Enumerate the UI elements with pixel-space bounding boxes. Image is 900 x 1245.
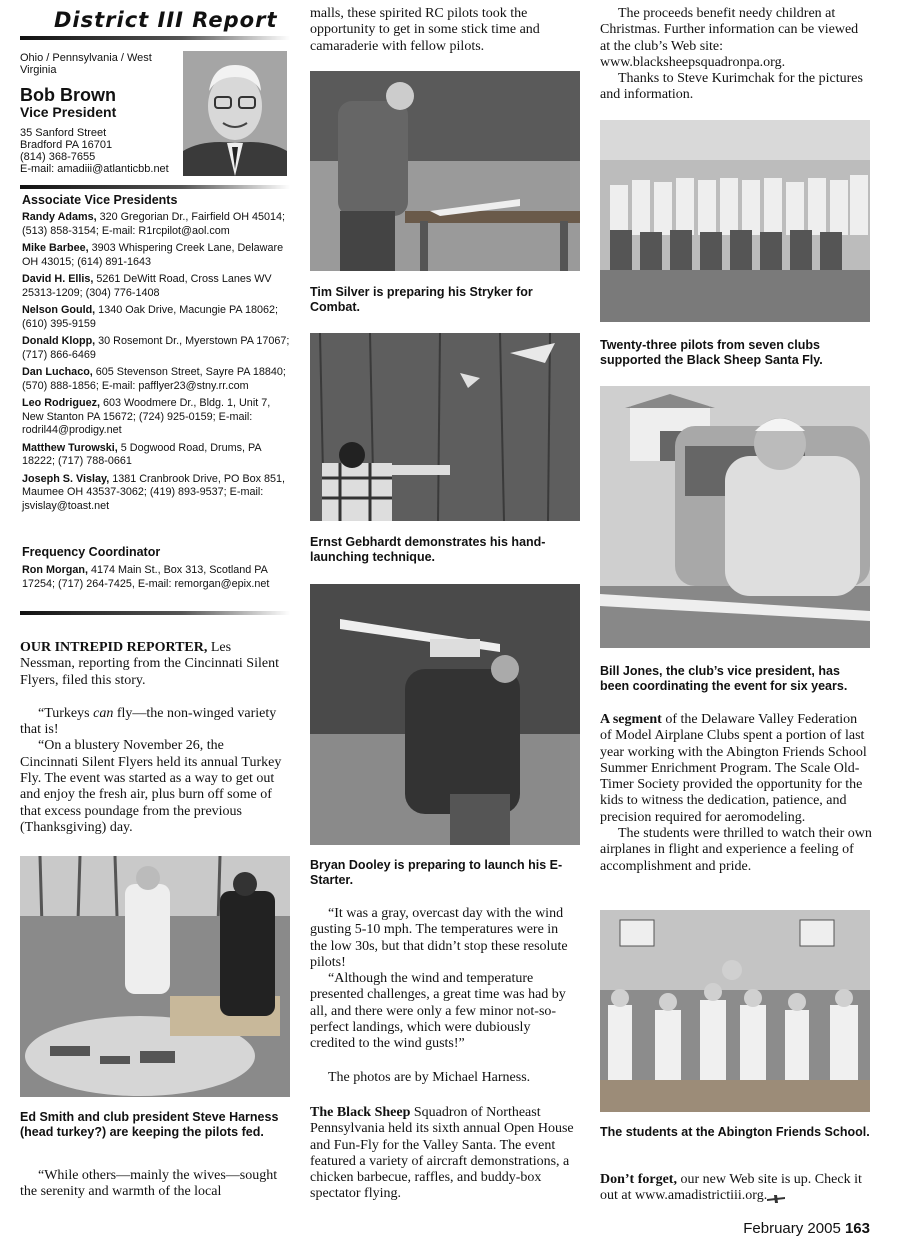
frequency-info: 4174 Main St., Box 313, Scotland PA 17254; (717) 264-7425, E-mail: remorgan@epix.net bbox=[22, 564, 270, 590]
header-rule bbox=[20, 36, 290, 40]
associate-info: 605 Stevenson Street, Sayre PA 18840; (570) 888-1856; E-mail: pafflyer23@stny.rr.com bbox=[22, 366, 286, 392]
paragraph: “While others—mainly the wives—sought the serenity and warmth of the local bbox=[20, 1168, 278, 1200]
paragraph: “It was a gray, overcast day with the wind gusting 5-10 mph. The temperatures were in the low 30s, but that didn’t stop these resolute pilots! bbox=[310, 906, 568, 970]
associate-entry bbox=[22, 397, 292, 438]
divider-rule bbox=[20, 185, 290, 189]
ernst-gebhardt-caption: Ernst Gebhardt demonstrates his hand-launching technique. bbox=[310, 535, 546, 564]
paragraph: malls, these spirited RC pilots took the opportunity to get in some stick time and camaraderie with fellow pilots. bbox=[310, 6, 540, 54]
paragraph: “Although the wind and temperature presented challenges, a great time was had by all, and there were only a few minor not-so-perfect landings, which were dubiously credited to the wind gusts!” bbox=[310, 971, 566, 1052]
associate-name: Nelson Gould, bbox=[22, 304, 96, 316]
bryan-dooley-photo bbox=[310, 584, 580, 845]
closing-lead-bold: Don’t forget, bbox=[600, 1172, 677, 1187]
associate-name: Dan Luchaco, bbox=[22, 366, 93, 378]
associate-entry bbox=[22, 335, 292, 362]
paragraph: “On a blustery November 26, the Cincinnati Silent Flyers held its annual Turkey Fly. The event was started as a way to get out and enjoy the fresh air, plus burn off some of that excess poundage from the previous (Thanksgiving) day. bbox=[20, 738, 282, 835]
associate-info: 320 Gregorian Dr., Fairfield OH 45014; (513) 858-3154; E-mail: R1rcpilot@aol.com bbox=[22, 211, 286, 237]
associate-entry bbox=[22, 273, 292, 300]
tim-silver-caption: Tim Silver is preparing his Stryker for Combat. bbox=[310, 285, 533, 314]
associates-directory bbox=[22, 211, 292, 517]
associate-name: Matthew Turowski, bbox=[22, 441, 118, 454]
vp-address-line: Bradford PA 16701 bbox=[20, 139, 113, 151]
bryan-dooley-caption: Bryan Dooley is preparing to launch his E-Starter. bbox=[310, 858, 563, 887]
quote-text: fly—the non-winged variety that is! bbox=[20, 705, 277, 738]
article-delaware-valley bbox=[600, 712, 872, 875]
article-black-sheep bbox=[310, 1105, 578, 1203]
vp-portrait-photo bbox=[183, 51, 287, 176]
paragraph: The students were thrilled to watch their own airplanes in flight and experience a feeling of accomplishment and pride. bbox=[600, 826, 872, 874]
students-caption: The students at the Abington Friends School. bbox=[600, 1125, 870, 1139]
vp-title: Vice President bbox=[20, 104, 117, 120]
article-lead-bold: A segment bbox=[600, 712, 662, 727]
frequency-name: Ron Morgan, bbox=[22, 564, 88, 576]
frequency-entry bbox=[22, 564, 292, 591]
article-turkey-fly-intro bbox=[20, 640, 282, 836]
quote-emphasis: can bbox=[93, 705, 114, 721]
frequency-directory bbox=[22, 564, 292, 595]
photo-credit: The photos are by Michael Harness. bbox=[328, 1069, 531, 1085]
article-turkey-fly-cont bbox=[20, 1168, 284, 1201]
associate-name: Mike Barbee, bbox=[22, 242, 89, 254]
paragraph: The proceeds benefit needy children at Christmas. Further information can be viewed at the club’s Web site: www.blacksheepsquadronpa.org. bbox=[600, 6, 859, 70]
associate-entry bbox=[22, 304, 292, 331]
closing-text: our new Web site is up. Check it out at www.amadistrictiii.org. bbox=[600, 1172, 862, 1204]
issue-date: February 2005 bbox=[743, 1220, 841, 1237]
article-lead-text: Squadron of Northeast Pennsylvania held its sixth annual Open House and Fun-Fly for the Valley Santa. The event featured a variety of aircraft demonstrations, a chicken barbecue, raffles, and buddy-box spectator flying. bbox=[310, 1105, 574, 1202]
tim-silver-photo bbox=[310, 71, 580, 271]
associate-entry bbox=[22, 473, 292, 514]
vp-address-line: 35 Sanford Street bbox=[20, 127, 107, 139]
article-lead-text: Les Nessman, reporting from the Cincinnati Silent Flyers, filed this story. bbox=[20, 640, 279, 688]
quote-text: “Turkeys bbox=[38, 705, 94, 721]
report-title: District III Report bbox=[54, 8, 278, 32]
ed-smith-photo bbox=[20, 856, 290, 1097]
paragraph: Thanks to Steve Kurimchak for the pictures and information. bbox=[600, 71, 863, 103]
associate-info: 1381 Cranbrook Drive, PO Box 851, Maumee OH 43537-3062; (419) 893-9537; E-mail: jsvislay@toast.net bbox=[22, 472, 286, 512]
bill-jones-photo bbox=[600, 386, 870, 648]
ernst-gebhardt-photo bbox=[310, 333, 580, 521]
associate-info: 5 Dogwood Road, Drums, PA 18222; (717) 788-0661 bbox=[22, 441, 262, 467]
vp-email: E-mail: amadiii@atlanticbb.net bbox=[20, 163, 169, 175]
associate-name: Joseph S. Vislay, bbox=[22, 472, 110, 485]
frequency-heading: Frequency Coordinator bbox=[22, 545, 161, 559]
associate-info: 1340 Oak Drive, Macungie PA 18062; (610) 395-9159 bbox=[22, 304, 279, 330]
article-lead-bold: OUR INTREPID REPORTER, bbox=[20, 640, 208, 655]
associate-entry bbox=[22, 442, 292, 469]
directory-end-rule bbox=[20, 611, 290, 615]
associate-info: 603 Woodmere Dr., Bldg. 1, Unit 7, New Stanton PA 15672; (724) 925-0159; E-mail: rodril44@prodigy.net bbox=[22, 397, 271, 436]
associate-entry bbox=[22, 366, 292, 393]
associate-info: 30 Rosemont Dr., Myerstown PA 17067; (717) 866-6469 bbox=[22, 335, 290, 361]
region-label: Ohio / Pennsylvania / West Virginia bbox=[20, 52, 152, 76]
associate-name: Donald Klopp, bbox=[22, 335, 96, 347]
article-turkey-fly-quotes bbox=[310, 906, 578, 1086]
closing-note bbox=[600, 1172, 872, 1205]
associate-entry bbox=[22, 242, 292, 269]
ama-logo-icon bbox=[767, 1192, 785, 1200]
bill-jones-caption: Bill Jones, the club’s vice president, has been coordinating the event for six years. bbox=[600, 664, 848, 693]
associate-name: Leo Rodriguez, bbox=[22, 397, 100, 409]
associate-info: 5261 DeWitt Road, Cross Lanes WV 25313-1209; (304) 776-1408 bbox=[22, 273, 272, 299]
pilots-group-caption: Twenty-three pilots from seven clubs supported the Black Sheep Santa Fly. bbox=[600, 338, 823, 367]
article-black-sheep-cont bbox=[600, 6, 870, 104]
associate-name: Randy Adams, bbox=[22, 211, 97, 223]
vp-address bbox=[20, 127, 190, 175]
associate-info: 3903 Whispering Creek Lane, Delaware OH 43015; (614) 891-1643 bbox=[22, 242, 284, 268]
associate-name: David H. Ellis, bbox=[22, 273, 94, 285]
vp-address-line: (814) 368-7655 bbox=[20, 151, 96, 163]
article-turkey-fly-cont2 bbox=[310, 6, 578, 55]
vp-name: Bob Brown bbox=[20, 85, 116, 105]
article-lead-bold: The Black Sheep bbox=[310, 1105, 411, 1120]
pilots-group-photo bbox=[600, 120, 870, 322]
article-lead-text: of the Delaware Valley Federation of Model Airplane Clubs spent a portion of last year working with the Abington Friends School Summer Enrichment Program. The Scale Old-Timer Society provided the opportunity for the kids to witness the dedication, patience, and precision required for aeromodeling. bbox=[600, 712, 867, 825]
students-photo bbox=[600, 910, 870, 1112]
associates-heading: Associate Vice Presidents bbox=[22, 193, 178, 207]
page-footer bbox=[743, 1220, 870, 1237]
associate-entry bbox=[22, 211, 292, 238]
page-number: 163 bbox=[844, 1220, 870, 1237]
ed-smith-caption: Ed Smith and club president Steve Harness (head turkey?) are keeping the pilots fed. bbox=[20, 1110, 279, 1139]
